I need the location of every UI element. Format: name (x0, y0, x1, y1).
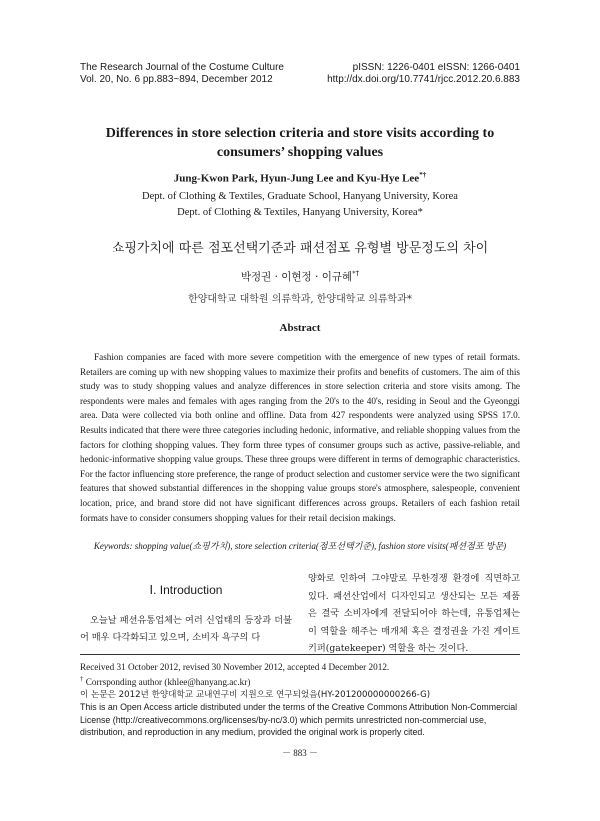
korean-title: 쇼핑가치에 따른 점포선택기준과 패션점포 유형별 방문정도의 차이 (111, 241, 489, 256)
intro-paragraph-left: 오늘날 패션유통업체는 여러 신업태의 등장과 더불어 매우 다각화되고 있으며, 소비자 욕구의 다 (80, 614, 292, 644)
paper-title-line-2: consumers’ shopping values (216, 145, 384, 160)
doi-link[interactable]: http://dx.doi.org/10.7741/rjcc.2012.20.6.883 (327, 74, 520, 85)
volume-info: Vol. 20, No. 6 pp.883~894, December 2012 (80, 74, 273, 85)
corresponding-author-email[interactable]: Corrsponding author (khlee@hanyang.ac.kr) (83, 677, 251, 688)
dagger-mark: † (80, 675, 84, 684)
author-mark: *† (419, 171, 427, 179)
intro-paragraph-right: 양화로 인하여 그야말로 무한경쟁 환경에 직면하고 있다. 패션산업에서 디자인되고 생산되는 모든 제품은 결국 소비자에게 전달되어야 하는데, 유통업체는 이 역할을 해주는 매개체 혹은 결정권을 가진 게이트키퍼(gatekeeper) 역할을 하는 것이다. (308, 573, 520, 655)
affiliation-1: Dept. of Clothing & Textiles, Graduate School, Hanyang University, Korea (142, 191, 458, 202)
body-column-right (308, 570, 520, 658)
corresponding-author (80, 673, 520, 688)
paper-title-line-1: Differences in store selection criteria and store visits according to (105, 126, 495, 141)
funding-note: 이 논문은 2012년 한양대학교 교내연구비 지원으로 연구되었음(HY-201200000000266-G) (80, 689, 431, 700)
paper-title (60, 124, 540, 162)
body-column-left (80, 570, 292, 647)
korean-affiliation: 한양대학교 대학원 의류학과, 한양대학교 의류학과* (188, 294, 412, 305)
korean-author-list (60, 269, 540, 284)
page-number: － 883 － (281, 748, 318, 758)
received-dates: Received 31 October 2012, revised 30 November 2012, accepted 4 December 2012. (80, 662, 390, 672)
introduction-heading: Ⅰ. Introduction (149, 583, 223, 597)
journal-header (80, 62, 520, 86)
keywords: Keywords: shopping value(쇼핑가치), store selection criteria(점포선택기준), fashion store visits(패션점포 방문) (93, 541, 507, 551)
author-names: Jung-Kwon Park, Hyun-Jung Lee and Kyu-Hye Lee (173, 172, 420, 185)
affiliation-2: Dept. of Clothing & Textiles, Hanyang University, Korea* (177, 207, 423, 218)
abstract-heading: Abstract (279, 322, 321, 334)
footnotes (80, 654, 520, 739)
issn: pISSN: 1226-0401 eISSN: 1266-0401 (352, 62, 520, 73)
korean-author-mark: *† (352, 269, 360, 278)
abstract-text: Fashion companies are faced with more severe competition with the emergence of new types of retail formats. Retailers are coming up with new shopping values to maximize their profits and benefits of customers. The aim of this study was to study shopping values and analyze differences in store selection criteria and store visits among. The respondents were males and females with ages ranging from the 20's to the 40's, residing in Seoul and the Gyeonggi area. Data were collected via both online and offline. Data from 427 respondents were analyzed using SPSS 17.0. Results indicated that there were three categories including hedonic, informative, and reliable shopping values from the factors for clothing shopping values. They form three types of consumer groups such as active, passive-reliable, and hedonic-informative shopping value groups. These three groups were different in terms of demographic characteristics. For the factor influencing store preference, the range of product selection and customer service were the two significant features that showed substantial differences in the shopping value groups store's atmosphere, salespeople, convenient location, price, and brand store did not have significant differences across groups. Retailers of each fashion retail formats have to consider consumers shopping values for their retail decision makings. (80, 352, 520, 523)
journal-name: The Research Journal of the Costume Culture (80, 62, 284, 73)
license-note: This is an Open Access article distributed under the terms of the Creative Commons Attribution Non-Commercial License (http://creativecommons.org/licenses/by-nc/3.0) which permits unrestricted non-commercial use, distribution, and reproduction in any medium, provided the original work is properly cited. (80, 702, 518, 738)
korean-author-names: 박정권 · 이현정 · 이규혜 (240, 271, 353, 283)
author-list (60, 171, 540, 185)
